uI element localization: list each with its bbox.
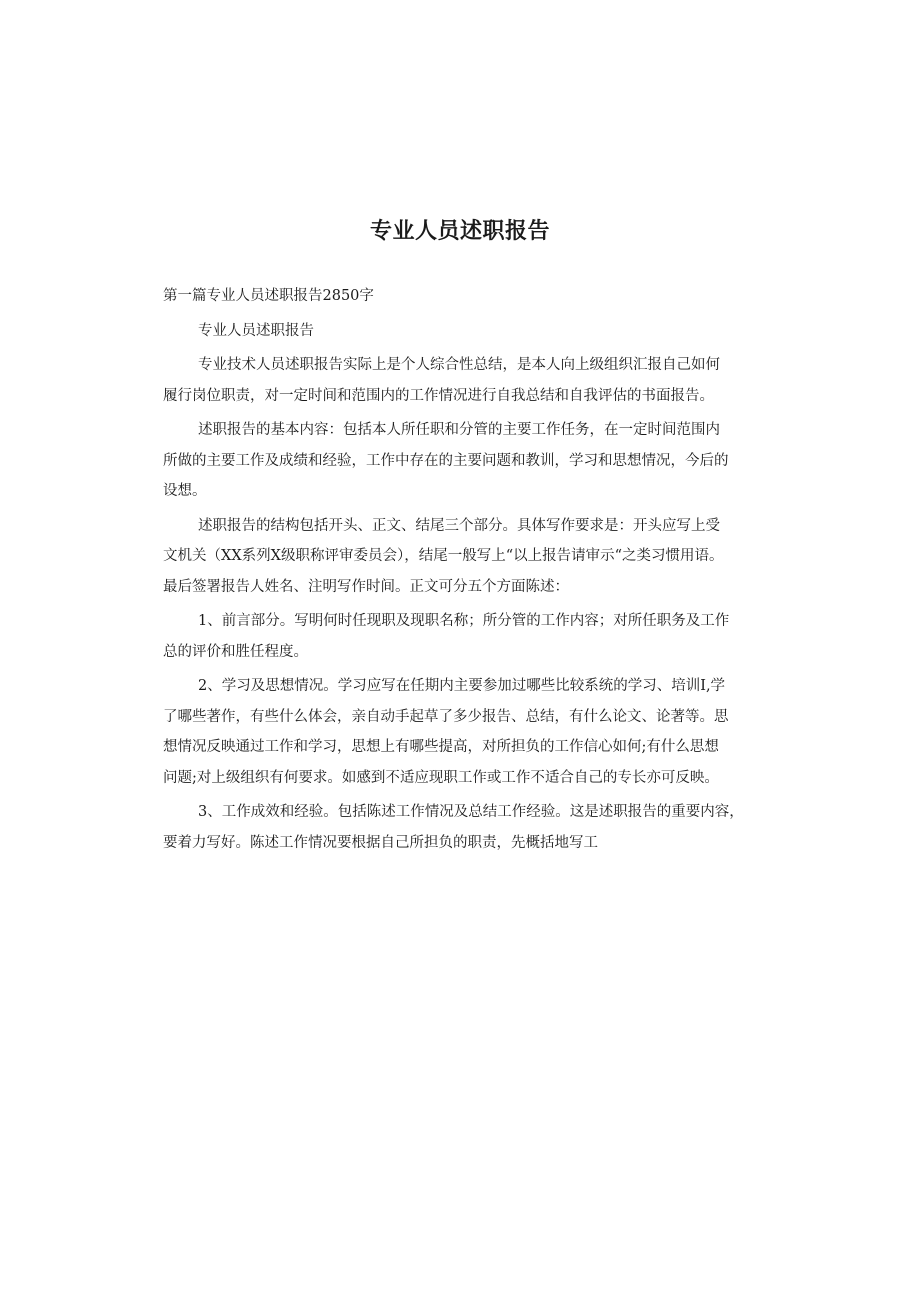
text-line: 第一篇专业人员述职报告2850字 [163, 288, 374, 304]
text-line: 所做的主要工作及成绩和经验，工作中存在的主要问题和教训，学习和思想情况，今后的 [163, 452, 729, 469]
text-line: 专业技术人员述职报告实际上是个人综合性总结，是本人向上级组织汇报自己如何 [198, 357, 720, 373]
text-line: 了哪些著作，有些什么体会，亲自动手起草了多少报告、总结，有什么论文、论著等。思 [163, 708, 729, 725]
text-line: 最后签署报告人姓名、注明写作时间。正文可分五个方面陈述： [163, 578, 569, 595]
text-line: 文机关（XX系列X级职称评审委员会），结尾一般写上“以上报告请审示“之类习惯用语。 [163, 548, 724, 564]
text-line: 1、前言部分。写明何时任现职及现职名称；所分管的工作内容；对所任职务及工作 [198, 613, 730, 629]
text-line: 要着力写好。陈述工作情况要根据自己所担负的职责，先概括地写工 [163, 834, 598, 851]
text-line: 2、学习及思想情况。学习应写在任期内主要参加过哪些比较系统的学习、培训I,学 [198, 678, 726, 694]
text-line: 总的评价和胜任程度。 [163, 643, 308, 660]
text-line: 问题;对上级组织有何要求。如感到不适应现职工作或工作不适合自己的专长亦可反映。 [163, 769, 719, 786]
text-line: 述职报告的结构包括开头、正文、结尾三个部分。具体写作要求是：开头应写上受 [198, 517, 720, 534]
document-body [163, 281, 763, 858]
document-title: 专业人员述职报告 [369, 219, 550, 244]
text-line: 想情况反映通过工作和学习，思想上有哪些提高，对所担负的工作信心如何;有什么思想 [163, 739, 719, 755]
text-line: 3、工作成效和经验。包括陈述工作情况及总结工作经验。这是述职报告的重要内容， [198, 804, 744, 820]
text-line: 履行岗位职责，对一定时间和范围内的工作情况进行自我总结和自我评估的书面报告。 [163, 387, 714, 404]
text-line: 专业人员述职报告 [198, 322, 314, 339]
text-line: 设想。 [163, 483, 207, 499]
text-line: 述职报告的基本内容：包括本人所任职和分管的主要工作任务，在一定时间范围内 [198, 422, 720, 438]
